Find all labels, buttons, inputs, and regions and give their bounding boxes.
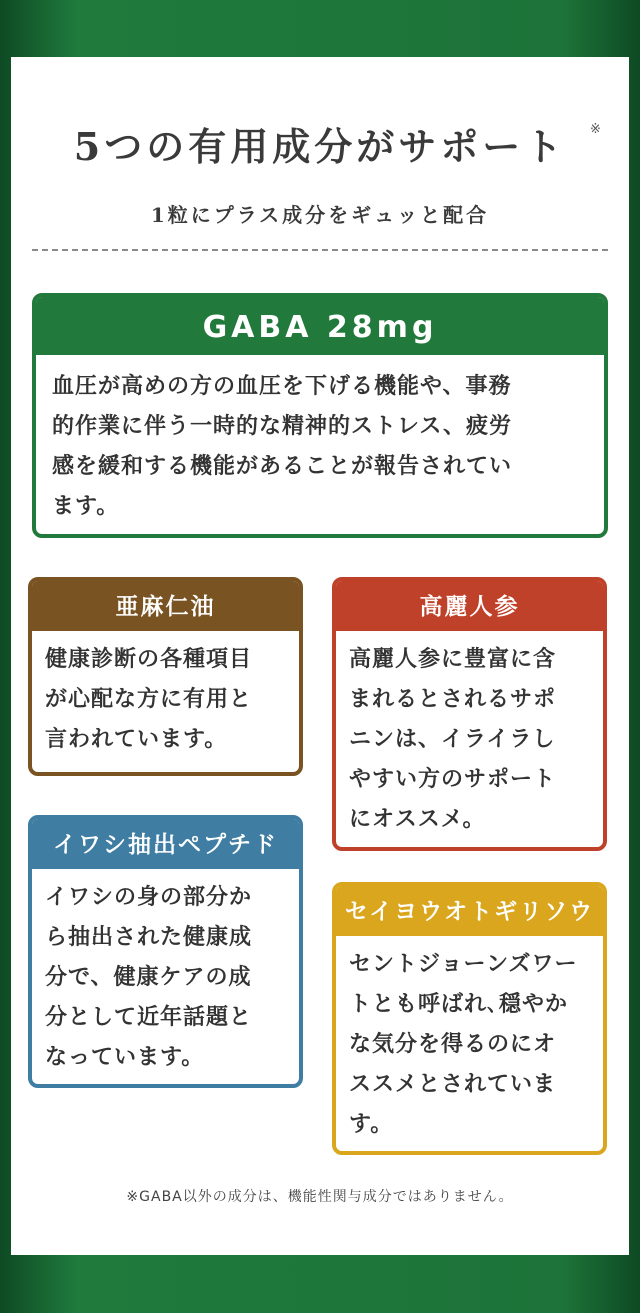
- title-wrap: [0, 124, 640, 169]
- card-gaba-title: GABA 28mg: [36, 297, 604, 355]
- footnote: ※GABA以外の成分は、機能性関与成分ではありません。: [126, 1189, 514, 1205]
- card-st-johns-wort-body: [336, 936, 603, 1145]
- page-title: 5つの有用成分がサポート: [73, 124, 567, 169]
- card-sardine-peptide: [28, 815, 303, 1088]
- card-korean-ginseng: [332, 577, 607, 851]
- card-sardine-peptide-line: イワシの身の部分か: [45, 885, 253, 910]
- card-gaba: [32, 293, 608, 538]
- card-gaba-line: ます。: [52, 494, 120, 519]
- card-st-johns-wort-line: ススメとされていま: [349, 1072, 557, 1097]
- dashed-divider: [32, 249, 608, 251]
- card-sardine-peptide-body: [32, 869, 299, 1078]
- card-sardine-peptide-line: 分として近年話題と: [45, 1005, 253, 1030]
- card-gaba-line: 血圧が高めの方の血圧を下げる機能や、事務: [52, 374, 512, 399]
- title-note-mark: ※: [590, 122, 601, 137]
- card-st-johns-wort-line: す。: [349, 1112, 394, 1137]
- card-st-johns-wort-line: トとも呼ばれ､穏やか: [349, 992, 569, 1017]
- card-korean-ginseng-body: [336, 631, 603, 840]
- card-flaxseed-oil-line: 言われています。: [45, 727, 228, 752]
- card-gaba-body: [36, 355, 604, 527]
- page-subtitle: 1粒にプラス成分をギュッと配合: [150, 203, 490, 227]
- card-korean-ginseng-line: やすい方のサポート: [349, 767, 557, 792]
- card-korean-ginseng-line: まれるとされるサポ: [349, 687, 557, 712]
- card-flaxseed-oil-line: 健康診断の各種項目: [45, 647, 253, 672]
- card-st-johns-wort: [332, 882, 607, 1155]
- card-sardine-peptide-line: なっています。: [45, 1045, 205, 1070]
- card-sardine-peptide-line: 分で、健康ケアの成: [45, 965, 252, 990]
- card-st-johns-wort-title: セイヨウオトギリソウ: [336, 886, 603, 936]
- card-flaxseed-oil-body: [32, 631, 299, 760]
- card-korean-ginseng-title: 高麗人参: [336, 581, 603, 631]
- card-flaxseed-oil: [28, 577, 303, 776]
- card-flaxseed-oil-title: 亜麻仁油: [32, 581, 299, 631]
- card-gaba-line: 的作業に伴う一時的な精神的ストレス、疲労: [52, 414, 513, 439]
- card-sardine-peptide-line: ら抽出された健康成: [45, 925, 253, 950]
- card-korean-ginseng-line: 高麗人参に豊富に含: [349, 647, 557, 672]
- card-st-johns-wort-line: な気分を得るのにオ: [349, 1032, 557, 1057]
- card-korean-ginseng-line: にオススメ。: [349, 807, 486, 832]
- card-sardine-peptide-title: イワシ抽出ペプチド: [32, 819, 299, 869]
- card-st-johns-wort-line: セントジョーンズワー: [349, 952, 578, 977]
- card-gaba-line: 感を緩和する機能があることが報告されてい: [52, 454, 513, 479]
- card-korean-ginseng-line: ニンは、イライラし: [349, 727, 556, 752]
- card-flaxseed-oil-line: が心配な方に有用と: [45, 687, 253, 712]
